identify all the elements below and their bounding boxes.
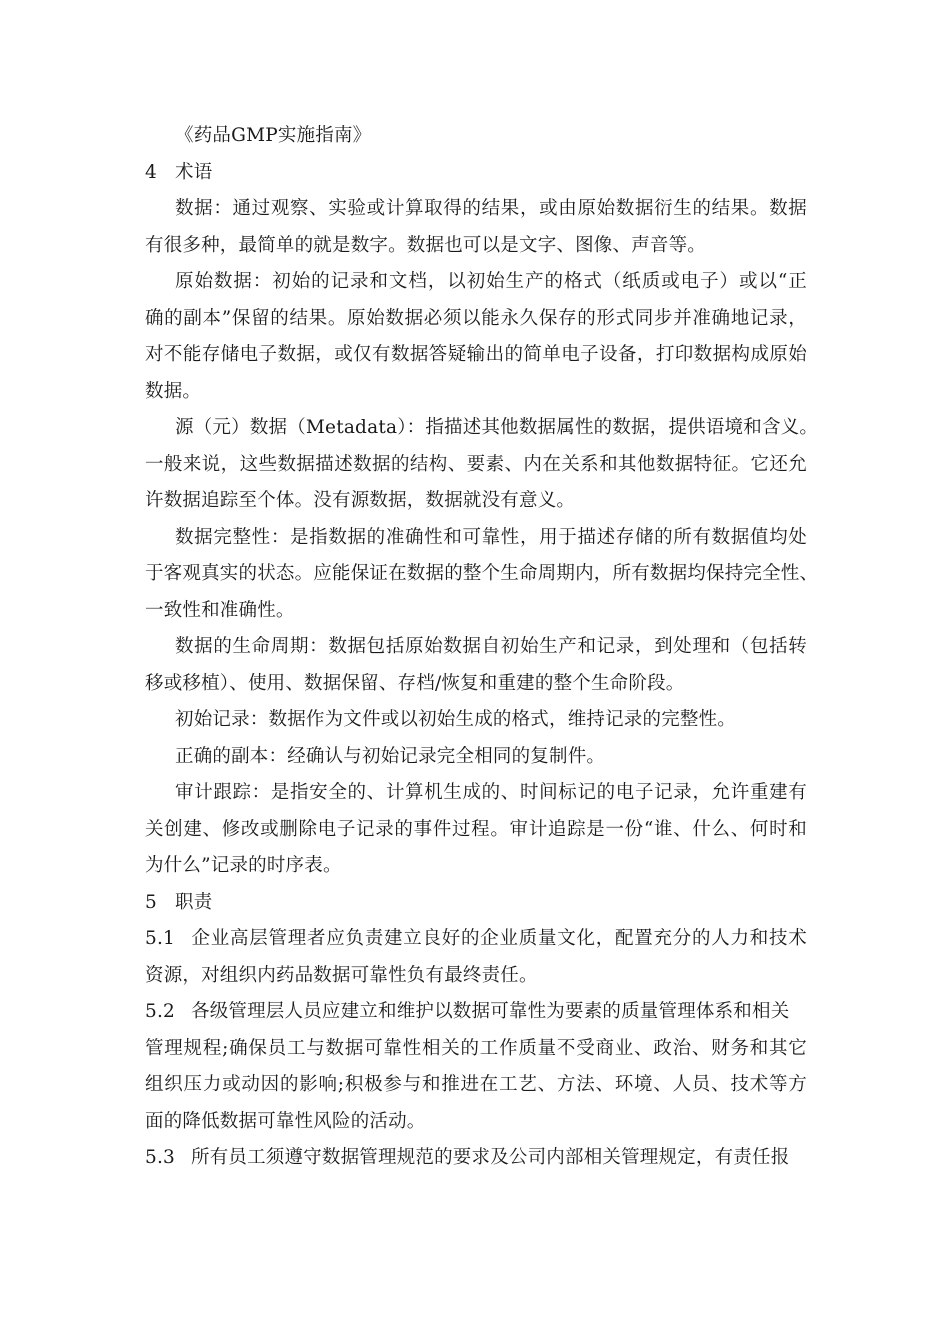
paragraph-line: 数据：通过观察、实验或计算取得的结果，或由原始数据衍生的结果。数据 <box>175 198 807 219</box>
paragraph-line: 审计跟踪：是指安全的、计算机生成的、时间标记的电子记录，允许重建有 <box>175 782 807 803</box>
duty-number: 5.2 <box>145 1001 176 1022</box>
paragraph-line: 一致性和准确性。 <box>145 599 295 621</box>
document-body <box>145 118 819 1177</box>
term-paragraph <box>145 702 807 739</box>
term-paragraph <box>145 520 819 630</box>
section-number: 5 <box>145 891 157 913</box>
duty-text: 各级管理层人员应建立和维护以数据可靠性为要素的质量管理体系和相关 <box>191 1001 790 1022</box>
duty-first-line <box>145 921 807 958</box>
paragraph-line: 许数据追踪至个体。没有源数据，数据就没有意义。 <box>145 490 576 511</box>
paragraph-line: 于客观真实的状态。应能保证在数据的整个生命周期内，所有数据均保持完全性、 <box>145 563 819 584</box>
duty-first-line <box>145 1140 807 1177</box>
paragraph-line: 组织压力或动因的影响;积极参与和推进在工艺、方法、环境、人员、技术等方 <box>145 1074 807 1095</box>
paragraph-line: 对不能存储电子数据，或仅有数据答疑输出的简单电子设备，打印数据构成原始 <box>145 344 807 365</box>
duty-text: 企业高层管理者应负责建立良好的企业质量文化，配置充分的人力和技术 <box>191 928 807 949</box>
paragraph-line: 数据的生命周期：数据包括原始数据自初始生产和记录，到处理和（包括转 <box>175 636 807 657</box>
term-paragraph <box>145 264 807 410</box>
paragraph-line: 原始数据：初始的记录和文档，以初始生产的格式（纸质或电子）或以“正 <box>175 271 807 292</box>
paragraph-line: 正确的副本：经确认与初始记录完全相同的复制件。 <box>175 745 606 767</box>
term-paragraph <box>145 739 807 776</box>
paragraph-line: 数据。 <box>145 380 202 402</box>
duty-first-line <box>145 994 807 1031</box>
paragraph-line: 面的降低数据可靠性风险的活动。 <box>145 1110 426 1132</box>
section-5-heading <box>145 885 807 922</box>
term-paragraph <box>145 191 807 264</box>
term-paragraph <box>145 629 807 702</box>
term-paragraph <box>145 410 819 520</box>
paragraph-line: 确的副本”保留的结果。原始数据必须以能永久保存的形式同步并准确地记录， <box>145 307 807 329</box>
duty-number: 5.1 <box>145 928 176 949</box>
paragraph-line: 一般来说，这些数据描述数据的结构、要素、内在关系和其他数据特征。它还允 <box>145 453 807 475</box>
paragraph-line: 有很多种，最简单的就是数字。数据也可以是文字、图像、声音等。 <box>145 234 707 256</box>
paragraph-line: 为什么”记录的时序表。 <box>145 855 342 876</box>
paragraph-line: 初始记录：数据作为文件或以初始生成的格式，维持记录的完整性。 <box>175 709 737 730</box>
duty-item <box>145 921 807 994</box>
duty-item <box>145 994 807 1140</box>
section-title: 术语 <box>175 161 213 183</box>
duty-number: 5.3 <box>145 1147 176 1168</box>
section-title: 职责 <box>175 891 213 913</box>
section-4-heading <box>145 155 807 192</box>
paragraph-line: 移或移植）、使用、数据保留、存档/恢复和重建的整个生命阶段。 <box>145 672 685 694</box>
term-paragraph <box>145 775 807 885</box>
duty-text: 所有员工须遵守数据管理规范的要求及公司内部相关管理规定，有责任报 <box>191 1147 790 1168</box>
paragraph-line: 数据完整性：是指数据的准确性和可靠性，用于描述存储的所有数据值均处 <box>175 526 807 548</box>
section-number: 4 <box>145 161 157 183</box>
paragraph-line: 源（元）数据（Metadata）：指描述其他数据属性的数据，提供语境和含义。 <box>175 417 819 438</box>
paragraph-line: 关创建、修改或删除电子记录的事件过程。审计追踪是一份“谁、什么、何时和 <box>145 818 807 840</box>
duty-item <box>145 1140 807 1177</box>
paragraph-line: 资源，对组织内药品数据可靠性负有最终责任。 <box>145 964 538 986</box>
reference-line: 《药品GMP实施指南》 <box>175 125 372 146</box>
paragraph-line: 管理规程;确保员工与数据可靠性相关的工作质量不受商业、政治、财务和其它 <box>145 1037 807 1059</box>
